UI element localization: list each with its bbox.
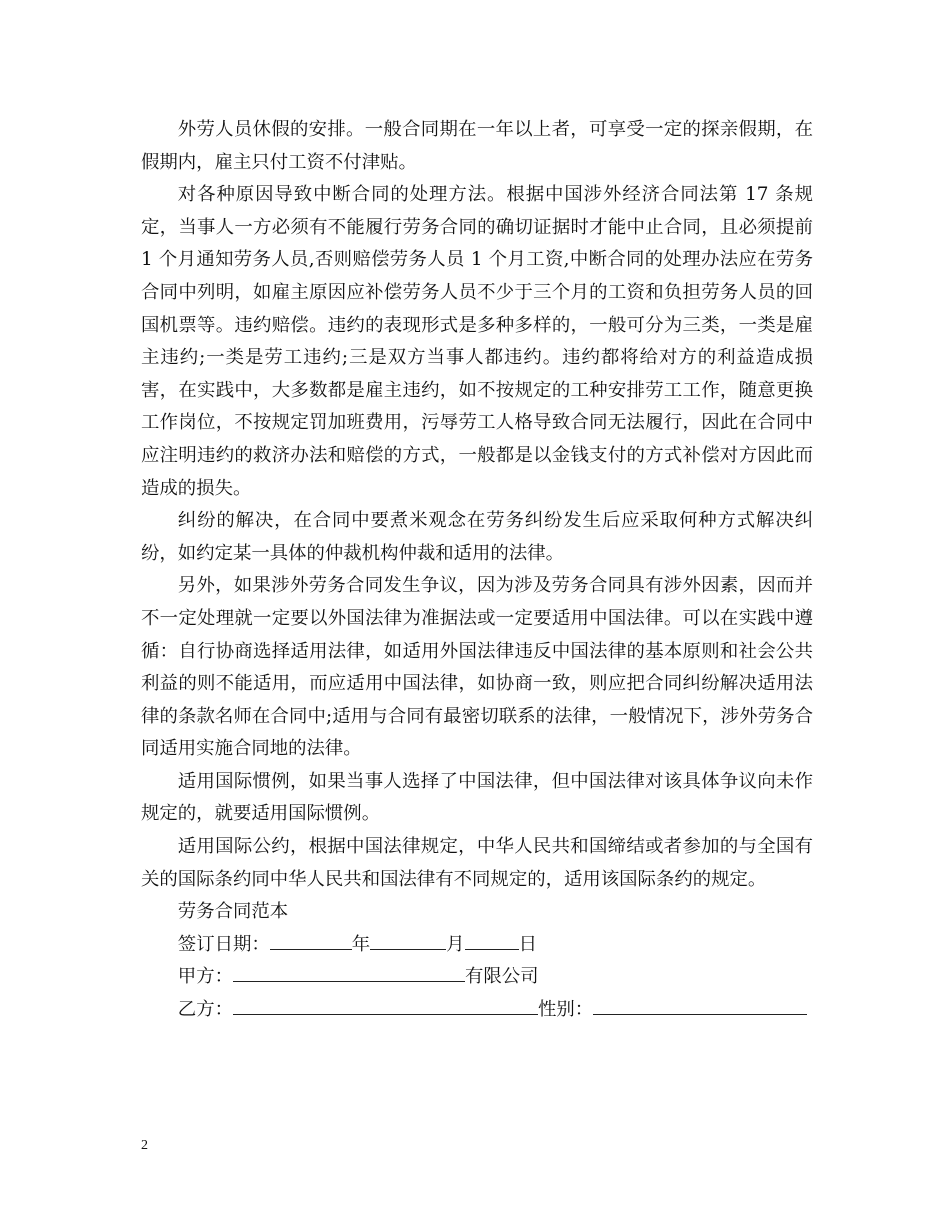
page-number: 2 xyxy=(141,1138,148,1153)
month-blank xyxy=(370,929,446,950)
paragraph-international-practice: 适用国际惯例，如果当事人选择了中国法律，但中国法律对该具体争议向未作规定的，就要适用国际惯例。 xyxy=(141,770,813,825)
party-a-line xyxy=(141,961,813,994)
day-label: 日 xyxy=(518,933,537,955)
party-b-name-blank xyxy=(233,994,538,1015)
paragraph-dispute-resolution: 纠纷的解决，在合同中要煮米观念在劳务纠纷发生后应采取何种方式解决纠纷，如约定某一具体的仲裁机构仲裁和适用的法律。 xyxy=(141,510,813,564)
sign-date-label: 签订日期： xyxy=(177,933,270,955)
paragraph-contract-termination: 对各种原因导致中断合同的处理方法。根据中国涉外经济合同法第 17 条规定，当事人一方必须有不能履行劳务合同的确切证据时才能中止合同，且必须提前 1 个月通知劳务人员,否则赔偿劳务人员 1 个月工资,中断合同的处理办法应在劳务合同中列明，如雇主原因应补偿劳务人员不少于三个月的工资和负担劳务人员的回国机票等。违约赔偿。违约的表现形式是多种多样的，一般可分为三类，一类是雇主违约;一类是劳工违约;三是双方当事人都违约。违约都将给对方的利益造成损害，在实践中，大多数都是雇主违约，如不按规定的工种安排劳工工作，随意更换工作岗位，不按规定罚加班费用，污辱劳工人格导致合同无法履行，因此在合同中应注明违约的救济办法和赔偿的方式，一般都是以金钱支付的方式补偿对方因此而造成的损失。 xyxy=(141,184,813,499)
paragraph-leave-arrangement: 外劳人员休假的安排。一般合同期在一年以上者，可享受一定的探亲假期，在假期内，雇主只付工资不付津贴。 xyxy=(141,119,813,173)
paragraph-international-convention: 适用国际公约，根据中国法律规定，中华人民共和国缔结或者参加的与全国有关的国际条约同中华人民共和国法律有不同规定的，适用该国际条约的规定。 xyxy=(141,836,813,890)
year-label: 年 xyxy=(351,933,371,955)
document-body xyxy=(141,114,813,1027)
month-label: 月 xyxy=(446,933,465,955)
day-blank xyxy=(465,929,519,950)
contract-template-title: 劳务合同范本 xyxy=(177,901,289,923)
year-blank xyxy=(270,929,352,950)
party-a-suffix: 有限公司 xyxy=(464,966,539,988)
party-b-label: 乙方： xyxy=(177,999,233,1021)
paragraph-applicable-law: 另外，如果涉外劳务合同发生争议，因为涉及劳务合同具有涉外因素，因而并不一定处理就一定要以外国法律为准据法或一定要适用中国法律。可以在实践中遵循：自行协商选择适用法律，如适用外国法律违反中国法律的基本原则和社会公共利益的则不能适用，而应适用中国法律，如协商一致，则应把合同纠纷解决适用法律的条款名师在合同中;适用与合同有最密切联系的法律，一般情况下，涉外劳务合同适用实施合同地的法律。 xyxy=(141,575,813,760)
sign-date-line xyxy=(141,929,813,962)
party-a-label: 甲方： xyxy=(177,966,233,988)
party-a-company-blank xyxy=(233,961,465,982)
gender-blank xyxy=(593,994,807,1015)
party-b-line xyxy=(141,994,813,1027)
gender-label: 性别： xyxy=(537,999,594,1021)
